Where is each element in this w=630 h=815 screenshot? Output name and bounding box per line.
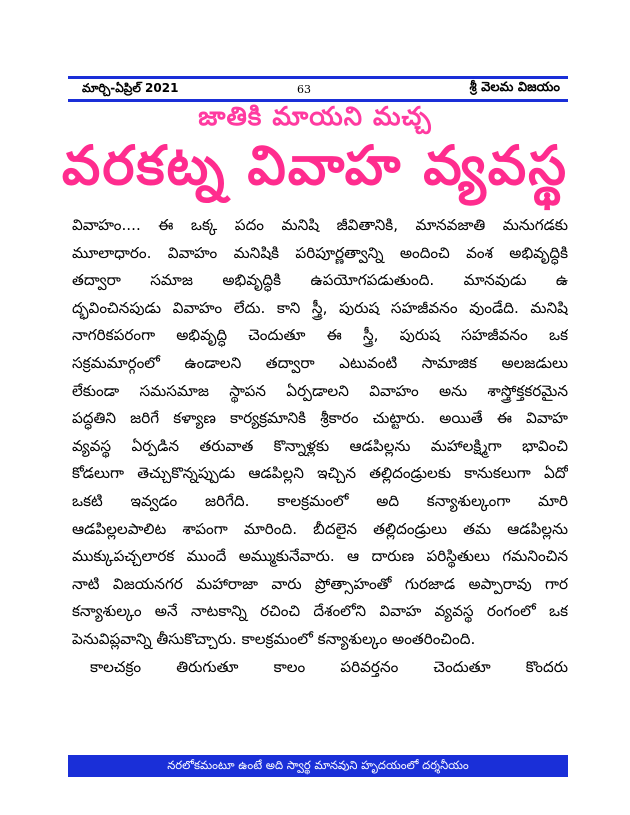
body-line: కోడలుగా తెచ్చుకొన్నప్పుడు ఆడపిల్లని ఇచ్చిన తల్లిదండ్రులకు కానుకలుగా ఏదో <box>72 464 568 483</box>
body-line: ద్భవించినపుడు వివాహం లేదు. కాని స్త్రీ, పురుష సహజీవనం వుండేది. మనిషి <box>72 298 568 317</box>
page-header <box>68 76 568 102</box>
body-line: ఆడపిల్లలపాలిట శాపంగా మారింది. బీదలైన తల్లిదండ్రులు తమ ఆడపిల్లను <box>72 519 568 538</box>
article-kicker: జాతికి మాయని మచ్చ <box>198 102 432 132</box>
body-line: తద్వారా సమాజ అభివృద్ధికి ఉపయోగపడుతుంది. మానవుడు ఉ <box>72 271 568 290</box>
article-body <box>72 212 568 681</box>
footer-quote: నరలోకమంటూ ఉంటే అది స్వార్థ మానవుని హృదయంలో దర్శనీయం <box>167 757 469 772</box>
body-line: పెనువిప్లవాన్ని తీసుకొచ్చారు. కాలక్రమంలో కన్యాశుల్కం అంతరించింది. <box>72 629 476 648</box>
body-line: నాగరికపరంగా అభివృద్ధి చెందుతూ ఈ స్త్రీ, పురుష సహజీవనం ఒక <box>72 326 568 345</box>
body-line: వివాహం.... ఈ ఒక్క పదం మనిషి జీవితానికి, మానవజాతి మనుగడకు <box>72 216 568 234</box>
body-line: మూలాధారం. వివాహం మనిషికి పరిపూర్ణత్వాన్ని అందించి వంశ అభివృద్ధికి <box>72 243 568 262</box>
page-footer <box>68 755 568 777</box>
body-line: సక్రమమార్గంలో ఉండాలని తద్వారా ఎటువంటి సామాజిక అలజడులు <box>72 353 568 372</box>
issue-date: మార్చి-ఏప్రిల్ 2021 <box>82 80 179 95</box>
body-line: కన్యాశుల్కం అనే నాటకాన్ని రచించి దేశంలోని వివాహ వ్యవస్థ రంగంలో ఒక <box>72 602 568 621</box>
article-title: వరకట్న వివాహ వ్యవస్థ <box>61 134 569 197</box>
magazine-name: శ్రీ వెలమ విజయం <box>469 80 560 95</box>
body-line: కాలచక్రం తిరుగుతూ కాలం పరివర్తనం చెందుతూ కొందరు <box>90 657 568 676</box>
body-line: పద్ధతిని జరిగే కళ్యాణ కార్యక్రమానికి శ్రీకారం చుట్టారు. అయితే ఈ వివాహ <box>72 409 568 428</box>
body-line: ఒకటి ఇవ్వడం జరిగేది. కాలక్రమంలో అది కన్యాశుల్కంగా మారి <box>72 491 568 510</box>
body-line: నాటి విజయనగర మహారాజా వారు ప్రోత్సాహంతో గురజాడ అప్పారావు గార <box>72 574 568 593</box>
body-line: లేకుండా సమసమాజ స్థాపన ఏర్పడాలని వివాహం అను శాస్త్రోక్తకరమైన <box>72 381 568 400</box>
body-line: ముక్కుపచ్చలారక ముందే అమ్ముకునేవారు. ఆ దారుణ పరిస్థితులు గమనించిన <box>72 547 568 566</box>
page-number: 63 <box>296 82 311 96</box>
body-line: వ్యవస్థ ఏర్పడిన తరువాత కొన్నాళ్లకు ఆడపిల్లను మహాలక్ష్మిగా భావించి <box>72 436 568 455</box>
